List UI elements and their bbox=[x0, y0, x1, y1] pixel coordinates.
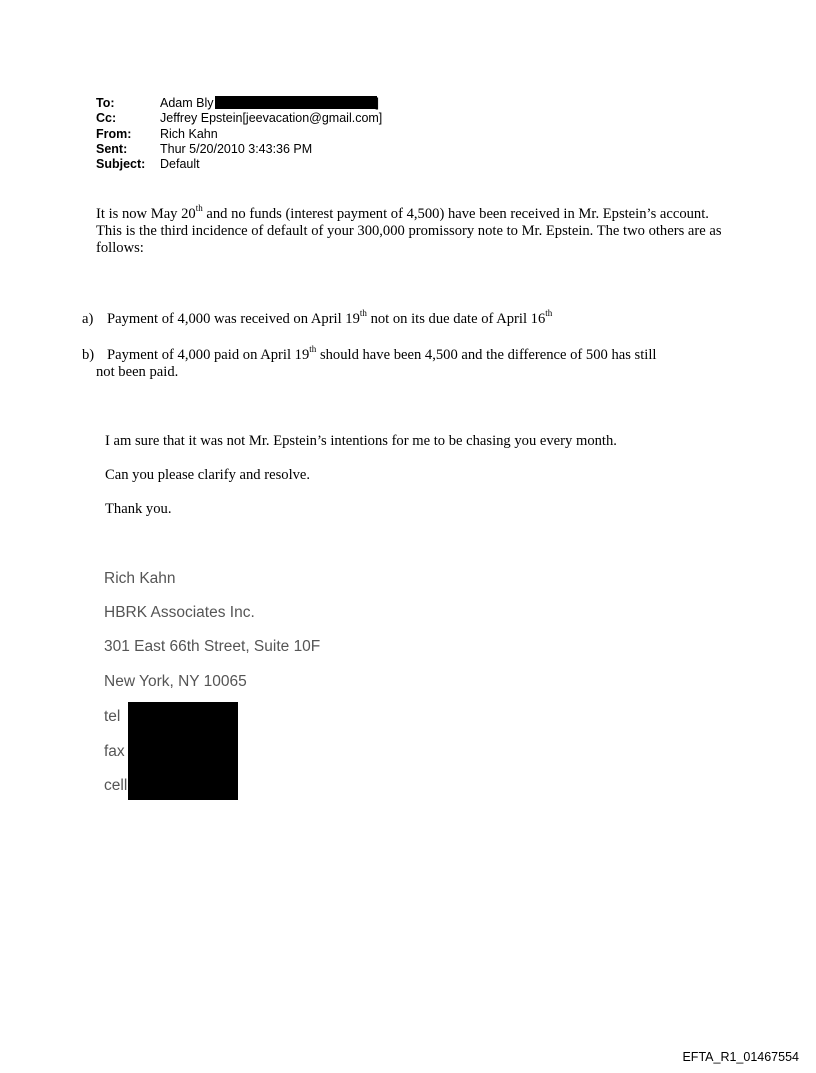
signature-fax-label: fax bbox=[104, 743, 125, 760]
body-text: It is now May 20 bbox=[96, 206, 196, 222]
cc-value: Jeffrey Epstein[jeevacation@gmail.com] bbox=[160, 111, 383, 126]
to-tail: ] bbox=[375, 96, 379, 110]
sent-label: Sent: bbox=[96, 141, 128, 156]
superscript: th bbox=[545, 308, 553, 319]
superscript: th bbox=[359, 308, 367, 319]
signature-name: Rich Kahn bbox=[104, 570, 176, 587]
to-name: Adam Bly bbox=[160, 96, 214, 110]
cc-row bbox=[96, 111, 382, 126]
closing-line-1: I am sure that it was not Mr. Epstein’s intentions for me to be chasing you every month. bbox=[105, 433, 617, 449]
closing-line-3: Thank you. bbox=[105, 501, 172, 517]
sent-value: Thur 5/20/2010 3:43:36 PM bbox=[160, 141, 313, 156]
subject-label: Subject: bbox=[96, 157, 146, 172]
from-row bbox=[96, 127, 382, 142]
list-marker: a) bbox=[82, 311, 94, 327]
body-text: and no funds (interest payment of 4,500) have been received in Mr. Epstein’s account. This is the third incidence of default of your 300,000 promissory note to Mr. Epstein. The two others are as follows: bbox=[96, 206, 722, 257]
signature-cell-label: cell bbox=[104, 777, 128, 794]
subject-row bbox=[96, 157, 382, 172]
email-header bbox=[96, 96, 382, 172]
list-item-b bbox=[82, 344, 722, 381]
list-text: should have been 4,500 and the difference of 500 has still bbox=[316, 347, 657, 363]
list-text: not on its due date of April 16 bbox=[366, 311, 546, 327]
to-row bbox=[96, 96, 382, 111]
document-id: EFTA_R1_01467554 bbox=[682, 1050, 799, 1064]
from-label: From: bbox=[96, 126, 132, 141]
sent-row bbox=[96, 142, 382, 157]
redaction-box bbox=[215, 96, 377, 109]
signature-tel-label: tel bbox=[104, 708, 121, 725]
redaction-box bbox=[128, 702, 238, 800]
signature-company: HBRK Associates Inc. bbox=[104, 604, 255, 621]
list-text-continued: not been paid. bbox=[96, 364, 179, 381]
list-item-a bbox=[82, 308, 553, 328]
to-label: To: bbox=[96, 96, 115, 110]
subject-value: Default bbox=[160, 157, 200, 172]
superscript: th bbox=[195, 203, 203, 214]
to-value bbox=[160, 96, 379, 111]
from-value: Rich Kahn bbox=[160, 126, 218, 141]
signature-address-line1: 301 East 66th Street, Suite 10F bbox=[104, 638, 321, 655]
body-paragraph bbox=[96, 203, 736, 258]
signature-address-line2: New York, NY 10065 bbox=[104, 673, 247, 690]
list-text: Payment of 4,000 was received on April 19 bbox=[107, 311, 360, 327]
superscript: th bbox=[309, 344, 317, 355]
list-text: Payment of 4,000 paid on April 19 bbox=[107, 347, 310, 363]
closing-line-2: Can you please clarify and resolve. bbox=[105, 467, 311, 483]
cc-label: Cc: bbox=[96, 111, 117, 126]
list-marker: b) bbox=[82, 347, 95, 363]
